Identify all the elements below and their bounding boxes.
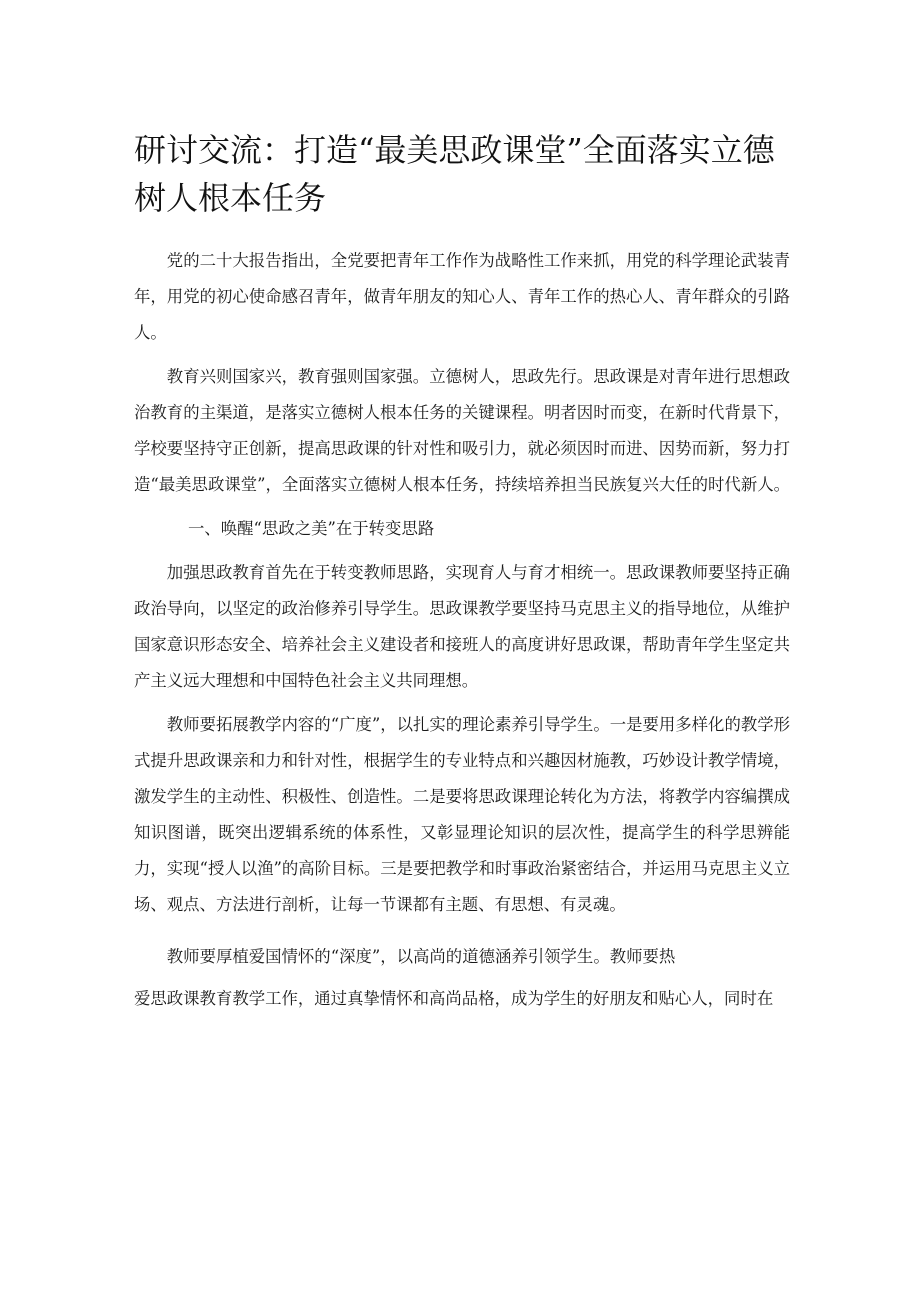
paragraph-1: 党的二十大报告指出，全党要把青年工作作为战略性工作来抓，用党的科学理论武装青年，用党的初心使命感召青年，做青年朋友的知心人、青年工作的热心人、青年群众的引路人。 <box>134 251 790 342</box>
paragraph-2: 教育兴则国家兴，教育强则国家强。立德树人，思政先行。思政课是对青年进行思想政治教育的主渠道，是落实立德树人根本任务的关键课程。明者因时而变，在新时代背景下，学校要坚持守正创新，提高思政课的针对性和吸引力，就必须因时而进、因势而新，努力打造“最美思政课堂”，全面落实立德树人根本任务，持续培养担当民族复兴大任的时代新人。 <box>134 367 790 494</box>
paragraph-4: 教师要拓展教学内容的“广度”，以扎实的理论素养引导学生。一是要用多样化的教学形式提升思政课亲和力和针对性，根据学生的专业特点和兴趣因材施教，巧妙设计教学情境，激发学生的主动性、积极性、创造性。二是要将思政课理论转化为方法，将教学内容编撰成知识图谱，既突出逻辑系统的体系性，又彰显理论知识的层次性，提高学生的科学思辨能力，实现“授人以渔”的高阶目标。三是要把教学和时事政治紧密结合，并运用马克思主义立场、观点、方法进行剖析，让每一节课都有主题、有思想、有灵魂。 <box>134 715 791 914</box>
document-title: 研讨交流：打造“最美思政课堂”全面落实立德树人根本任务 <box>134 131 775 217</box>
section-heading-1: 一、唤醒“思政之美”在于转变思路 <box>188 519 435 538</box>
paragraph-5-line-2: 爱思政课教育教学工作，通过真挚情怀和高尚品格，成为学生的好朋友和贴心人，同时在 <box>134 989 774 1008</box>
paragraph-3: 加强思政教育首先在于转变教师思路，实现育人与育才相统一。思政课教师要坚持正确政治导向，以坚定的政治修养引导学生。思政课教学要坚持马克思主义的指导地位，从维护国家意识形态安全、培养社会主义建设者和接班人的高度讲好思政课，帮助青年学生坚定共产主义远大理想和中国特色社会主义共同理想。 <box>134 563 790 690</box>
paragraph-5-line-1: 教师要厚植爱国情怀的“深度”，以高尚的道德涵养引领学生。教师要热 <box>166 947 676 966</box>
document-body <box>134 243 790 1017</box>
